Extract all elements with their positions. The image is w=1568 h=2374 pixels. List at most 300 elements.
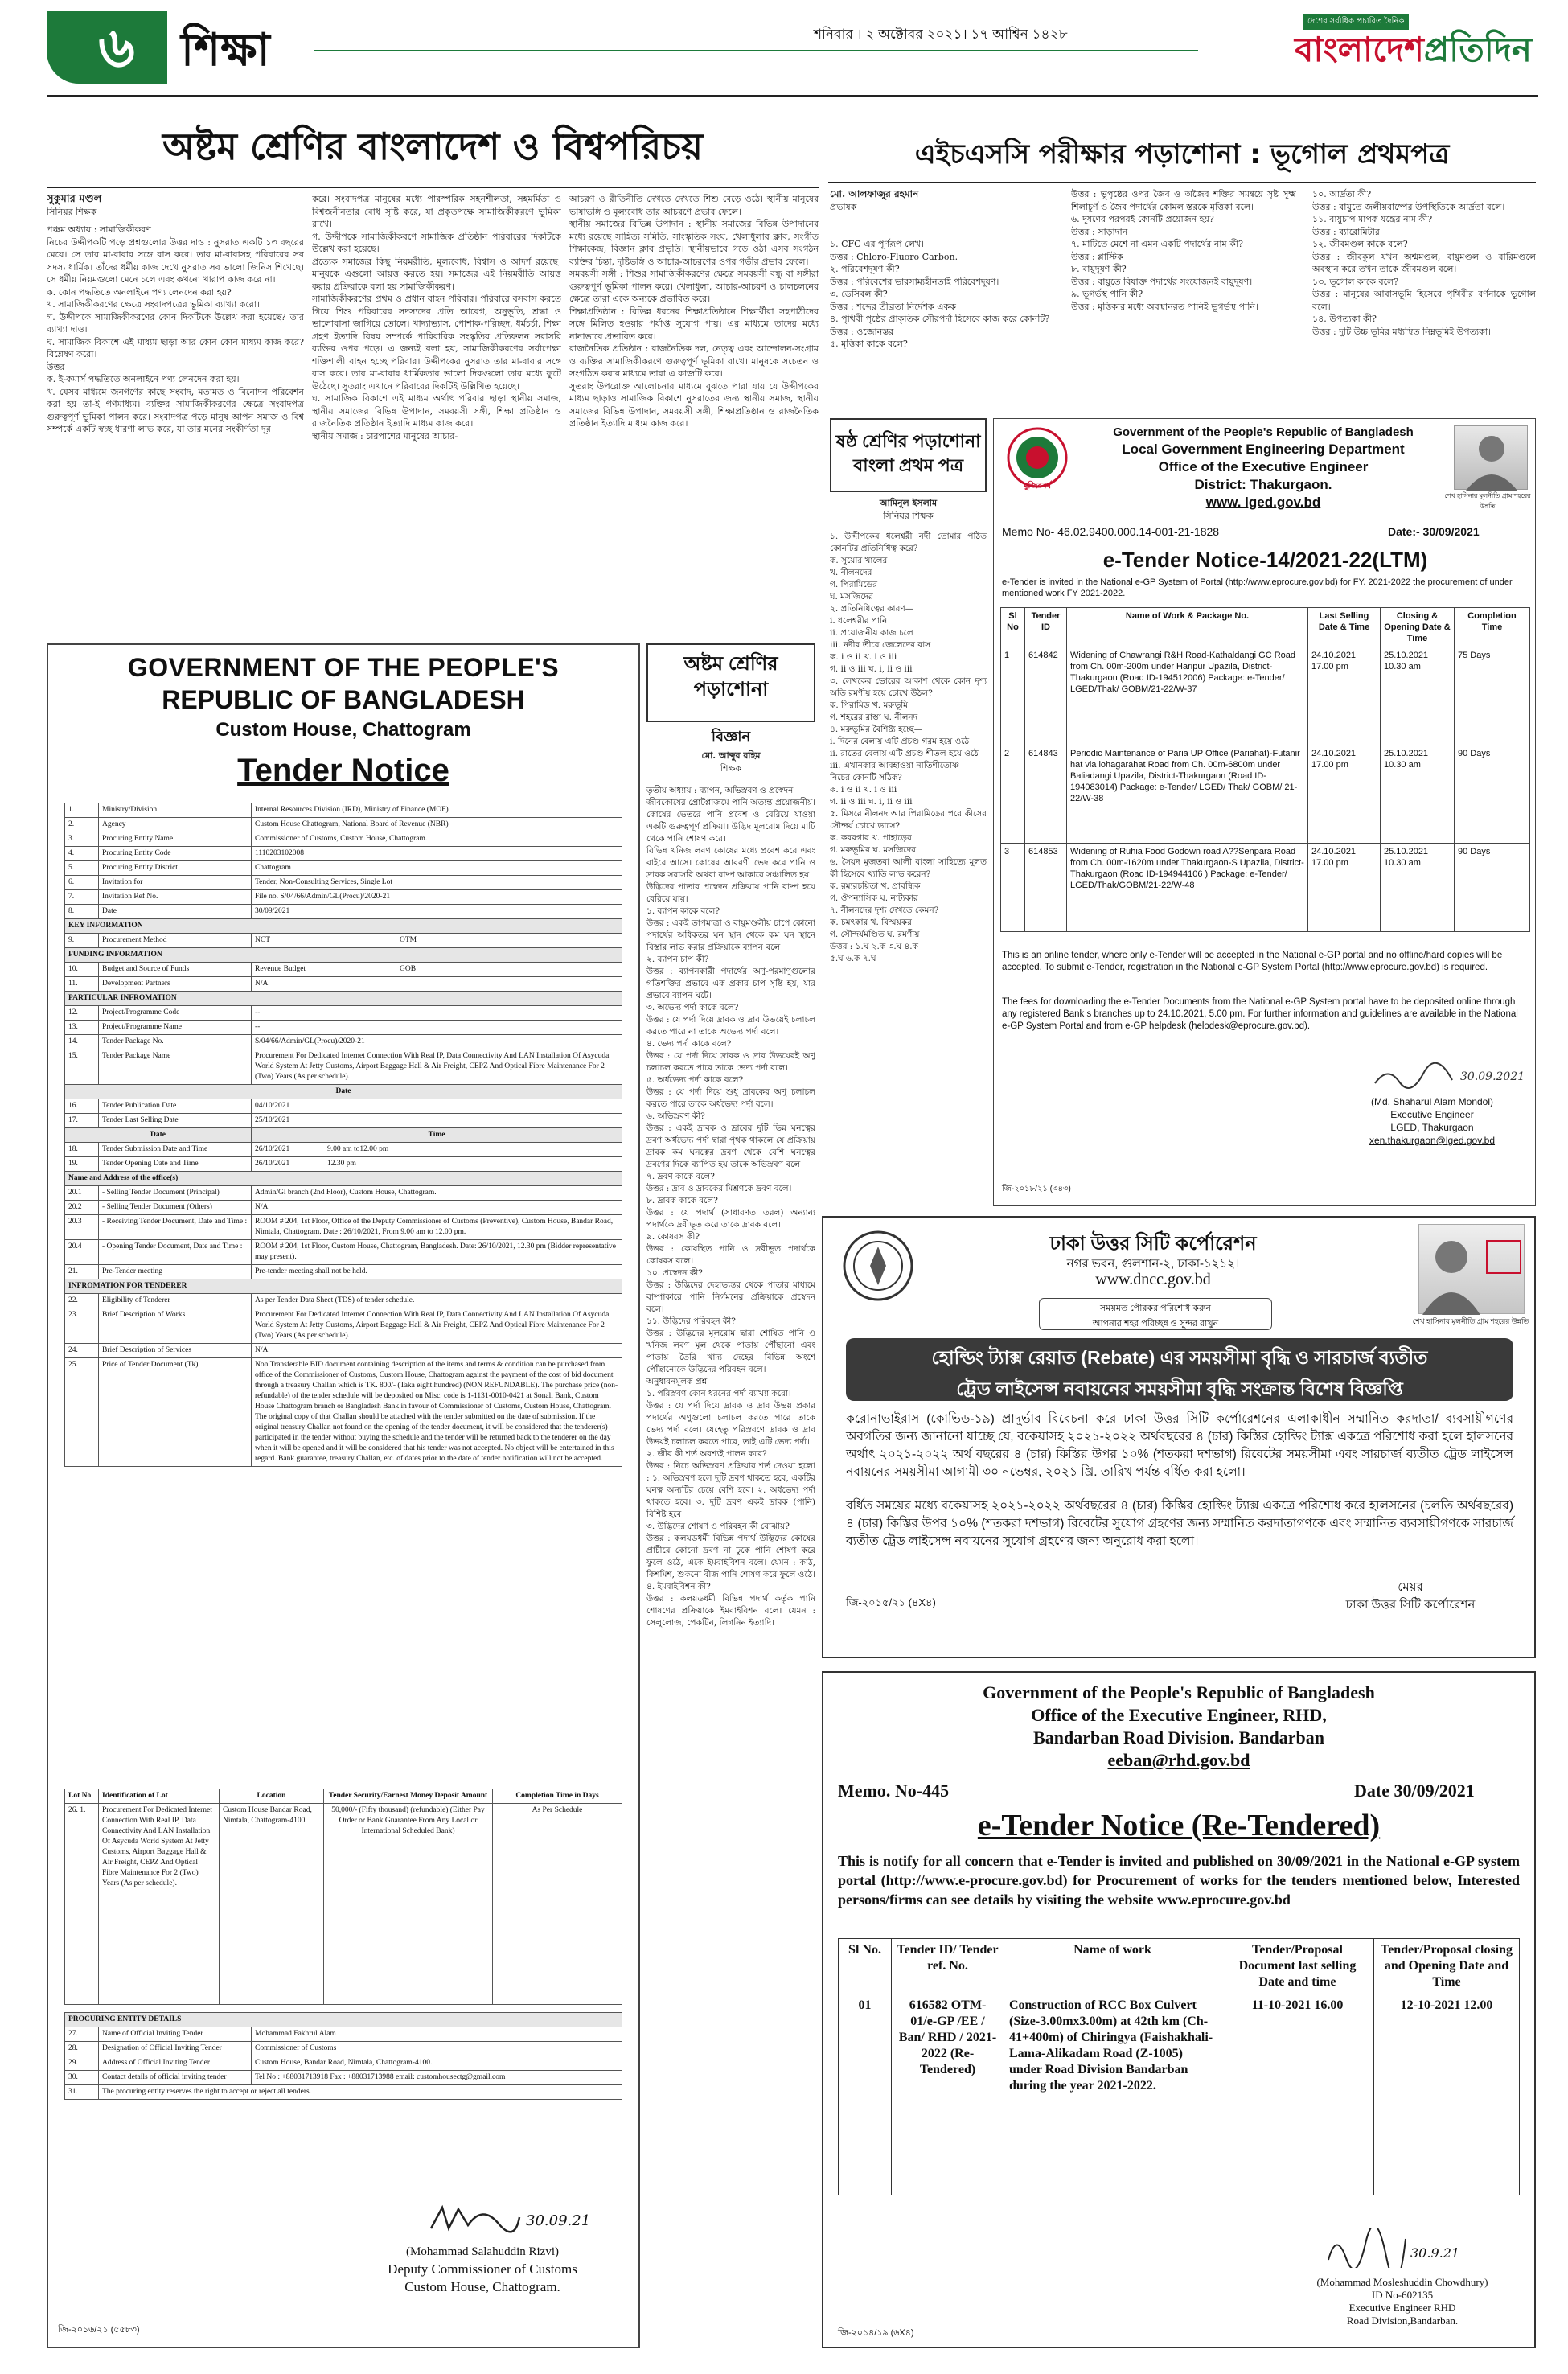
cell: Invitation for xyxy=(99,876,252,890)
cell-part: 1. xyxy=(80,1806,86,1814)
table-row xyxy=(65,1201,622,1215)
dncc-body2: বর্ধিত সময়ের মধ্যে বকেয়াসহ ২০২১-২০২২ অর্থবছরের ৪ (চার) কিস্তির হোল্ডিং ট্যাক্স একত্রে পরিশোধ করে হালসনের (চলতি অর্থবছরের) ৪ (চার) কিস্তির উপর ১০% (শতকরা দশভাগ) রিবেটের সুযোগ গ্রহণের জন্য সম্মানিত করদাতাগণকে এবং সম্মানিত ব্যবসায়ীগণকে সারচার্জ ব্যতীত ট্রেড লাইসেন্স নবায়নের সুযোগ গ্রহণের জন্য অনুরোধ করা হলো। xyxy=(846,1499,1513,1548)
cell xyxy=(252,963,622,977)
cell: 17. xyxy=(65,1114,99,1128)
cell: 11. xyxy=(65,977,99,992)
rhd-intro: This is notify for all concern that e-Tender is invited and published on 30/09/2021 in the National e-GP system portal (http://www.e-procure.gov.bd) for Procurement of works for the tenders mentioned below, Interested persons/firms can see details by visiting the website www.eprocure.gov.bd xyxy=(838,1853,1520,1908)
cell: Commissioner of Customs, Custom House, Chattogram. xyxy=(252,832,622,847)
cell: Name of Official Inviting Tender xyxy=(99,2027,252,2042)
signature-scribble-icon xyxy=(1372,1062,1460,1090)
dncc-sign1: মেয়র xyxy=(1398,1580,1423,1594)
cell: 50,000/- (Fifty thousand) (refundable) (Either Pay Order or Bank Guarantee From Any Local or International Scheduled Bank) xyxy=(324,1804,493,2005)
article2-col1: ১. CFC এর পূর্ণরূপ লেখ। উত্তর : Chloro-Fluoro Carbon. ২. পরিবেশদূষণ কী? উত্তর : পরিবেশের ভারসাম্যহীনতাই পরিবেশদূষণ। ৩. ডেসিবল কী? উত্তর : শব্দের তীব্রতা নির্দেশক একক। ৪. পৃথিবী পৃষ্ঠের প্রাকৃতিক সৌরপর্দা হিসেবে কাজ করে কোনটি? উত্তর : ওজোনস্তর ৫. মৃত্তিকা কাকে বলে? xyxy=(830,239,1050,349)
table-row xyxy=(65,1358,622,1467)
cell: 90 Days xyxy=(1455,844,1530,932)
lot-th: Completion Time in Days xyxy=(493,1789,622,1804)
cell: N/A xyxy=(252,1344,622,1358)
dncc-body1: করোনাভাইরাস (কোভিড-১৯) প্রাদুর্ভাব বিবেচনা করে ঢাকা উত্তর সিটি কর্পোরেশনের এলাকাধীন সম্মানিত করদাতা/ ব্যবসায়ীগণের অবগতির জন্য জানানো যাচ্ছে যে, বকেয়াসহ ২০২১-২০২২ অর্থবছরের ৪ (চার) কিস্তির হোল্ডিং ট্যাক্স একত্রে পরিশোধ করা হলে হালসনের অর্থাৎ ২০২১-২০২২ অর্থ বছরের ৪ (চার) কিস্তির উপর ১০% (শতকরা দশভাগ) রিবেটের সময়সীমা এবং সারচার্জ ব্যতীত ট্রেড লাইসেন্স নবায়নের সময়সীমা আগামী ৩০ নভেম্বর, ২০২১ খ্রি. তারিখ পর্যন্ত বর্ধিত করা হলো। xyxy=(846,1412,1513,1479)
lged-th: Last Selling Date & Time xyxy=(1308,608,1381,647)
cell xyxy=(252,1143,622,1157)
section-procuring-entity: PROCURING ENTITY DETAILS xyxy=(65,2013,622,2027)
dncc-seal-icon xyxy=(841,1229,915,1303)
cell: 24.10.2021 17.00 pm xyxy=(1308,745,1381,844)
table-row xyxy=(65,1308,622,1344)
dncc-website[interactable]: www.dncc.gov.bd xyxy=(1095,1271,1211,1288)
cell: Procurement For Dedicated Internet Connection With Real IP, Data Connectivity And LAN Installation Of Asycuda World System At Jetty Customs, Airport Baggage Hall & Air Freight, CEPZ And Optical Fibre Maintenance For 2 (Two) Years (As per schedule). xyxy=(99,1804,220,2005)
cell: 28. xyxy=(65,2042,99,2056)
cell: Tender Last Selling Date xyxy=(99,1114,252,1128)
mujib-badge-text: মুজিববর্ষ xyxy=(1023,482,1051,491)
rhd-th: Name of work xyxy=(1004,1939,1221,1994)
cell: Agency xyxy=(99,818,252,832)
cell: -- xyxy=(252,1006,622,1021)
cell: 11-10-2021 16.00 xyxy=(1221,1994,1374,2195)
cell: 6. xyxy=(65,876,99,890)
cell: 9. xyxy=(65,934,99,948)
cell: 2 xyxy=(1001,745,1025,844)
lged-line4: District: Thakurgaon. xyxy=(1194,477,1332,492)
lot-th: Tender Security/Earnest Money Deposit Amount xyxy=(324,1789,493,1804)
section-office-address: Name and Address of the office(s) xyxy=(65,1172,622,1186)
cell: 14. xyxy=(65,1035,99,1049)
lged-date: Date:- 30/09/2021 xyxy=(1388,525,1480,538)
lged-table-header xyxy=(1001,608,1530,647)
cell: Procuring Entity Name xyxy=(99,832,252,847)
cell: 01 xyxy=(839,1994,892,2195)
article1-col2: করে। সংবাদপত্র মানুষের মধ্যে পারস্পরিক সহনশীলতা, সহমর্মিতা ও বিশ্বজনীনতার বোধ সৃষ্টি করে, যা প্রকৃতপক্ষে সামাজিকীকরণে ভূমিকা রাখে। গ. উদ্দীপকে সামাজিকীকরণে সামাজিক প্রতিষ্ঠান পরিবারের দিকটিকে উল্লেখ করা হয়েছে। প্রত্যেক সমাজের কিছু নিয়মরীতি, মূল্যবোধ, বিশ্বাস ও আদর্শ রয়েছে। মানুষকে এগুলো আয়ত্ত করতে হয়। সমাজের এই নিয়মরীতি আয়ত্ত করার প্রক্রিয়াকে বলা হয় সামাজিকীকরণ। সামাজিকীকরণের প্রথম ও প্রধান বাহন পরিবার। পরিবারে বসবাস করতে গিয়ে শিশু পরিবারের সদস্যদের প্রতি আবেগ, অনুভূতি, শ্রদ্ধা ও ভালোবাসা জাগিয়ে তোলে। খাদ্যাভ্যাস, পোশাক-পরিচ্ছদ, ধর্মচর্চা, শিক্ষা গ্রহণ ইত্যাদি বিষয় সম্পর্কে পারিবারিক সংস্কৃতির প্রতিফলন সরাসরি ব্যক্তির ওপর পড়ে। এ জন্যই বলা হয়, সামাজিকীকরণের সর্বাপেক্ষা শক্তিশালী বাহন হচ্ছে পরিবার। উদ্দীপকের নুসরাত তার মা-বাবার সঙ্গে বাস করে। তার মা-বাবার ধার্মিকতার ভালো দিকগুলো তার মধ্যে ফুটে উঠেছে। সুতরাং এখানে পরিবারের দিকটিই উল্লিখিত হয়েছে। ঘ. সামাজিক বিকাশে এই মাধ্যম অর্থাৎ পরিবার ছাড়া স্থানীয় সমাজ, স্থানীয় সমাজের বিভিন্ন উপাদান, সমবয়সী সঙ্গী, শিক্ষা প্রতিষ্ঠান ও রাজনৈতিক প্রতিষ্ঠান ইত্যাদি মাধ্যম কাজ করে। স্থানীয় সমাজ : চারপাশের মানুষের আচার- xyxy=(312,194,561,442)
table-row xyxy=(65,2085,622,2100)
lged-gd: জি-২০১৮/২১ (৩৪৩) xyxy=(1002,1185,1071,1193)
lged-tender-table xyxy=(1000,607,1530,932)
table-row xyxy=(839,1994,1520,2195)
dncc-banner xyxy=(846,1338,1513,1401)
table-row xyxy=(65,1344,622,1358)
lged-intro: e-Tender is invited in the National e-GP System of Portal (http://www.eprocure.gov.bd) for FY. 2021-2022 the procurement of under mentioned work FY 2021-2022. xyxy=(1002,577,1513,598)
custom-title2: REPUBLIC OF BANGLADESH xyxy=(162,685,525,714)
dateline: শনিবার । ২ অক্টোবর ২০২১। ১৭ আশ্বিন ১৪২৮ xyxy=(804,24,1077,47)
dncc-banner2: ট্রেড লাইসেন্স নবায়নের সময়সীমা বৃদ্ধি সংক্রান্ত বিশেষ বিজ্ঞপ্তি xyxy=(956,1378,1403,1399)
cell: 25.10.2021 10.30 am xyxy=(1381,745,1455,844)
article4-subject: বিজ্ঞান xyxy=(711,729,751,745)
cell: 30/09/2021 xyxy=(252,905,622,919)
cell: 20.2 xyxy=(65,1201,99,1215)
cell: 21. xyxy=(65,1265,99,1279)
cell: 25.10.2021 10.30 am xyxy=(1381,844,1455,932)
masthead-rule xyxy=(314,50,1198,51)
custom-sign-role1: Deputy Commissioner of Customs xyxy=(388,2261,577,2277)
cell: Invitation Ref No. xyxy=(99,890,252,905)
custom-title3: Custom House, Chattogram xyxy=(215,719,471,741)
brand-logo xyxy=(1295,14,1536,79)
cell: Custom House Chattogram, National Board of Revenue (NBR) xyxy=(252,818,622,832)
cell: As Per Schedule xyxy=(493,1804,622,2005)
lged-sign-date: 30.09.2021 xyxy=(1460,1070,1525,1083)
lged-th: Completion Time xyxy=(1455,608,1530,647)
table-row xyxy=(65,2056,622,2071)
cell: 1 xyxy=(1001,647,1025,745)
brand-tagline: দেশের সর্বাধিক প্রচারিত দৈনিক xyxy=(1303,14,1409,30)
rhd-line1: Government of the People's Republic of Bangladesh xyxy=(983,1682,1375,1702)
cell: Tender Opening Date and Time xyxy=(99,1157,252,1172)
custom-heading: Tender Notice xyxy=(237,753,449,788)
cell: Widening of Ruhia Food Godown road A??Senpara Road from Ch. 00m-1620m under Thakurgaon-S Upazila, District-Thakurgaon (Road ID-194944106 ) Package: e-Tender/ LGED/Thak/GOBM/21-22/W-48 xyxy=(1067,844,1308,932)
cell: 25/10/2021 xyxy=(252,1114,622,1128)
cell: 20.1 xyxy=(65,1186,99,1201)
cell: As per Tender Data Sheet (TDS) of tender schedule. xyxy=(252,1294,622,1308)
cell: 75 Days xyxy=(1455,647,1530,745)
cell: Pre-Tender meeting xyxy=(99,1265,252,1279)
lged-heading: e-Tender Notice-14/2021-22(LTM) xyxy=(1102,548,1428,572)
lot-th: Location xyxy=(220,1789,324,1804)
table-row xyxy=(65,1215,622,1240)
cell: 3. xyxy=(65,832,99,847)
article1-col3: আচরণ ও রীতিনীতি দেখতে দেখতে শিশু বেড়ে ওঠে। স্থানীয় মানুষের ভাষাভঙ্গি ও মূল্যবোধ তার আচরণে প্রভাব ফেলে। স্থানীয় সমাজের বিভিন্ন উপাদান : স্থানীয় সমাজের বিভিন্ন উপাদানের মধ্যে রয়েছে সাহিত্য সমিতি, সাংস্কৃতিক সংঘ, খেলাধুলার ক্লাব, সংগীত শিক্ষাকেন্দ্র, বিজ্ঞান ক্লাব প্রভৃতি। স্থানীয়ভাবে গড়ে ওঠা এসব সংগঠন ব্যক্তির চিন্তা, দৃষ্টিভঙ্গি ও আচার-আচরণের ওপর গভীর প্রভাব ফেলে। সমবয়সী সঙ্গী : শিশুর সামাজিকীকরণের ক্ষেত্রে সমবয়সী বন্ধু বা সঙ্গীরা গুরুত্বপূর্ণ ভূমিকা পালন করে। খেলাধুলা, আচার-আচরণ ও চালচলনের ক্ষেত্রে তারা একে অন্যকে প্রভাবিত করে। শিক্ষাপ্রতিষ্ঠান : বিভিন্ন ধরনের শিক্ষাপ্রতিষ্ঠানে শিক্ষার্থীরা সহপাঠীদের সঙ্গে মিলিত হওয়ার পর্যাপ্ত সুযোগ পায়। এর মাধ্যমে তাদের মধ্যে নানাভাবে প্রভাবিত করে। রাজনৈতিক প্রতিষ্ঠান : রাজনৈতিক দল, নেতৃত্ব এবং আন্দোলন-সংগ্রাম ও ব্যক্তির সামাজিকীকরণে গুরুত্বপূর্ণ ভূমিকা রাখে। মানুষকে সচেতন ও সংগঠিত করার মাধ্যমে তারা এ কাজটি করে। সুতরাং উপরোক্ত আলোচনার মাধ্যমে বুঝতে পারা যায় যে উদ্দীপকের মাধ্যম ছাড়াও সামাজিক বিকাশে নুসরাতের জন্য স্থানীয় সমাজ, স্থানীয় সমাজের বিভিন্ন উপাদান, সমবয়সী সঙ্গী, শিক্ষাপ্রতিষ্ঠান ও রাজনৈতিক প্রতিষ্ঠান ইত্যাদি মাধ্যম কাজ করে। xyxy=(569,194,819,429)
cell: Custom House, Bandar Road, Nimtala, Chattogram-4100. xyxy=(252,2056,622,2071)
cell: 20.4 xyxy=(65,1240,99,1265)
cell: Commissioner of Customs xyxy=(252,2042,622,2056)
article1-col1: পঞ্চম অধ্যায় : সামাজিকীকরণ নিচের উদ্দীপকটি পড়ে প্রশ্নগুলোর উত্তর দাও : নুসরাত একটি ১৩ বছরের মেয়ে। সে তার মা-বাবার সঙ্গে বাস করে। তার মা-বাবাসহ পরিবারের সব সদস্য ধার্মিক। তাঁদের ধর্মীয় কাজ দেখে নুসরাত সব ভালো জিনিস শিখেছে। সে ধর্মীয় নিয়মগুলো মেনে চলে এবং কখনো খারাপ কাজ করে না। ক. কোন পদ্ধতিতে অনলাইনে পণ্য লেনদেন করা হয়? খ. সামাজিকীকরণের ক্ষেত্রে সংবাদপত্রের ভূমিকা ব্যাখ্যা করো। গ. উদ্দীপকে সামাজিকীকরণের কোন দিকটিকে উল্লেখ করা হয়েছে? তার ব্যাখ্যা দাও। ঘ. সামাজিক বিকাশে এই মাধ্যম ছাড়া আর কোন কোন মাধ্যম কাজ করে? বিশ্লেষণ করো। উত্তর ক. ই-কমার্স পদ্ধতিতে অনলাইনে পণ্য লেনদেন করা হয়। খ. যেসব মাধ্যমে জনগণের কাছে সংবাদ, মতামত ও বিনোদন পরিবেশন করা হয় তা-ই গণমাধ্যম। ব্যক্তির সামাজিকীকরণের ক্ষেত্রে সংবাদপত্র গুরুত্বপূর্ণ ভূমিকা পালন করে। সংবাদপত্র পড়ে মানুষ আপন সমাজ ও বিশ্ব সম্পর্কে একটি স্বচ্ছ ধারণা লাভ করে, যা তার মনের সংকীর্ণতা দূর xyxy=(47,224,304,434)
rhd-date: Date 30/09/2021 xyxy=(1354,1780,1475,1801)
cell: 24.10.2021 17.00 pm xyxy=(1308,844,1381,932)
cell: 2. xyxy=(65,818,99,832)
dncc-notice-box xyxy=(822,1216,1536,1658)
lged-line3: Office of the Executive Engineer xyxy=(1158,459,1369,474)
article4-author: মো. আব্দুর রহিম xyxy=(701,750,761,761)
rhd-signature xyxy=(1322,2228,1499,2276)
article1-rule xyxy=(47,187,819,188)
cell: Procuring Entity Code xyxy=(99,847,252,861)
section-date: Date xyxy=(65,1085,622,1099)
cell-part: 26/10/2021 xyxy=(255,1160,290,1168)
lged-sign-role1: Executive Engineer xyxy=(1390,1109,1474,1120)
cell: Eligibility of Tenderer xyxy=(99,1294,252,1308)
lged-website[interactable]: www. lged.gov.bd xyxy=(1205,495,1321,510)
cell: File no. S/04/66/Admin/GL(Procu)/2020-21 xyxy=(252,890,622,905)
cell: 22. xyxy=(65,1294,99,1308)
rhd-sign-date: 30.9.21 xyxy=(1410,2245,1460,2261)
cell: N/A xyxy=(252,977,622,992)
dncc-banner1: হোল্ডিং ট্যাক্স রেয়াত (Rebate) এর সময়সীমা বৃদ্ধি ও সারচার্জ ব্যতীত xyxy=(931,1347,1428,1368)
section-particular-information: PARTICULAR INFROMATION xyxy=(65,992,622,1006)
article2-col2: উত্তর : ভূপৃষ্ঠের ওপর জৈব ও অজৈব শক্তির সমন্বয়ে সৃষ্ট সূক্ষ্ম শিলাচূর্ণ ও জৈব পদার্থের কোমল স্তরকে মৃত্তিকা বলে। ৬. দূষণের পরপরই কোনটি প্রয়োজন হয়? উত্তর : সাড়াদান ৭. মাটিতে মেশে না এমন একটি পদার্থের নাম কী? উত্তর : প্লাস্টিক ৮. বায়ুদূষণ কী? উত্তর : বায়ুতে বিষাক্ত পদার্থের সংযোজনই বায়ুদূষণ। ৯. ভূগর্ভস্থ পানি কী? উত্তর : মৃত্তিকার মধ্যে অবস্থানরত পানিই ভূগর্ভস্থ পানি। xyxy=(1071,189,1296,312)
cell: 4. xyxy=(65,847,99,861)
cell-part: 12.30 pm xyxy=(327,1160,356,1168)
lged-signature xyxy=(1372,1062,1525,1095)
cell: 24.10.2021 17.00 pm xyxy=(1308,647,1381,745)
lged-note1: This is an online tender, where only e-Tender will be accepted in the National e-GP portal and no offline/hard copies will be accepted. To submit e-Tender, registration in the National e-GP System Portal (http://www.eprocure.gov.bd) is required. xyxy=(1002,951,1503,972)
cell: Development Partners xyxy=(99,977,252,992)
cell-part: NCT xyxy=(255,936,270,944)
pm-portrait-icon xyxy=(1419,1225,1525,1315)
mujib-badge xyxy=(1000,425,1074,493)
rhd-tender-table xyxy=(838,1938,1520,2195)
table-row xyxy=(65,1035,622,1049)
cell: Non Transferable BID document containing description of the items and terms & condition can be purchased from office of the Commissioner of Customs, Custom House, Chattogram against the payment of the cost of bid document through a treasury Challan which is TK. 800/- (Taka eight hundred) (NON REFUNDABLE). The purchase price (non-refundable) of the tender schedule will be deposited on Misc. code is 1-1131-0010-0421 at Sonali Bank, Custom House Chattogram branch or Bangladesh Bank in favour of Commissioner of Customs, Custom House, Chattogram. The original copy of that Challan should be attached with the tender submitted on the date of submission. If the original treasury Challan not found on the opening of the tender document, it will be considered that the tenderer(s) participated in the tender without buying the schedule and the tender will be returned back to the tenderer on the day when it will be opened and it will be considered that his tender was not accepted. No object will be entertained in this regard. Bank guarantee, treasury Challan, etc. of dates prior to the date of tender notification will not be accepted. xyxy=(252,1358,622,1467)
cell: Pre-tender meeting shall not be held. xyxy=(252,1265,622,1279)
cell: Price of Tender Document (Tk) xyxy=(99,1358,252,1467)
cell: Tel No : +88031713918 Fax : +88031713988 email: customhousectg@gmail.com xyxy=(252,2071,622,2085)
article2-rule xyxy=(828,182,1536,183)
section-time: Time xyxy=(252,1128,622,1143)
article3-author-role: সিনিয়র শিক্ষক xyxy=(883,511,934,521)
cell: Ministry/Division xyxy=(99,803,252,818)
cell: 18. xyxy=(65,1143,99,1157)
lot-th: Lot No xyxy=(65,1789,99,1804)
cell: Tender Package No. xyxy=(99,1035,252,1049)
lged-sign-email[interactable]: xen.thakurgaon@lged.gov.bd xyxy=(1369,1135,1496,1146)
cell-part: GOB xyxy=(400,965,417,973)
table-row xyxy=(65,818,622,832)
cell: 23. xyxy=(65,1308,99,1344)
brand-name-a: বাংলাদেশ xyxy=(1295,30,1424,69)
cell: 12-10-2021 12.00 xyxy=(1374,1994,1520,2195)
table-row xyxy=(65,2071,622,2085)
table-row xyxy=(65,934,622,948)
dncc-slogan2: আপনার শহর পরিচ্ছন্ন ও সুন্দর রাখুন xyxy=(1092,1319,1219,1329)
table-row xyxy=(65,1049,622,1085)
rhd-heading: e-Tender Notice (Re-Tendered) xyxy=(977,1809,1381,1842)
dncc-gd: জি-২০১৫/২১ (৪X৪) xyxy=(846,1596,936,1608)
article3-body: ১. উদ্দীপকের ধলেশ্বরী নদী তোমার পঠিত কোনটির প্রতিনিধিত্ব করে? ক. সুয়োর খালের খ. নীলনদের গ. পিরামিডের ঘ. মসজিদের ২. প্রতিনিধিত্বের কারণ— i. ধলেশ্বরীর পানি ii. প্রয়োজনীয় কাজ চলে iii. নদীর তীরে জেলেদের বাস ক. i ও ii খ. i ও iii গ. ii ও iii ঘ. i, ii ও iii ৩. লেখকের ভোরের আকাশ থেকে কোন দৃশ্য অতি রমণীয় হয়ে চোখে উঠল? ক. পিরামিড খ. মরুভূমি গ. শহরের রাস্তা ঘ. নীলনদ ৪. মরুভূমির বৈশিষ্ট্য হচ্ছে— i. দিনের বেলায় এটি প্রচণ্ড গরম হয়ে ওঠে ii. রাতের বেলায় এটি প্রচণ্ড শীতল হয়ে ওঠে iii. এখানকার আবহাওয়া নাতিশীতোষ্ণ নিচের কোনটি সঠিক? ক. i ও ii খ. i ও iii গ. ii ও iii ঘ. i, ii ও iii ৫. মিসরে নীলনদ আর পিরামিডের পরে কীসের সৌন্দর্য চোখে ভাসে? ক. কবরগার খ. পাহাড়ের গ. মরুভূমির ঘ. মসজিদের ৬. সৈয়দ মুজতবা আলী বাংলা সাহিত্যে মূলত কী হিসেবে খ্যাতি লাভ করেন? ক. রম্যরচয়িতা খ. প্রাবন্ধিক গ. ঔপন্যাসিক ঘ. নাট্যকার ৭. নীলনদের দৃশ্য দেখতে কেমন? ক. চমৎকার খ. বিস্ময়কর গ. সৌন্দর্যমণ্ডিত ঘ. রমণীয় উত্তর : ১.ঘ ২.ক ৩.ঘ ৪.ক ৫.ঘ ৬.ক ৭.ঘ xyxy=(830,532,987,963)
table-row xyxy=(65,890,622,905)
table-row xyxy=(65,1240,622,1265)
lged-th: Closing & Opening Date & Time xyxy=(1381,608,1455,647)
table-row xyxy=(65,1099,622,1114)
cell xyxy=(252,1157,622,1172)
custom-gd: জি-২০১৬/২১ (৫৫৮৩) xyxy=(58,2325,140,2335)
article3-author: আমিনুল ইসলাম xyxy=(879,498,938,508)
table-row xyxy=(65,847,622,861)
cell: Project/Programme Name xyxy=(99,1021,252,1035)
custom-signature xyxy=(426,2201,635,2241)
lged-tender-box xyxy=(993,418,1536,1206)
cell: Tender Publication Date xyxy=(99,1099,252,1114)
cell: Admin/Gl branch (2nd Floor), Custom House, Chattogram. xyxy=(252,1186,622,1201)
cell: 25. xyxy=(65,1358,99,1467)
cell: Budget and Source of Funds xyxy=(99,963,252,977)
cell: Project/Programme Code xyxy=(99,1006,252,1021)
pm-portrait xyxy=(1418,1224,1525,1314)
cell: ROOM # 204, 1st Floor, Custom House, Chattogram, Bangladesh. Date: 26/10/2021, 12.30 pm (Bidder representative may present). xyxy=(252,1240,622,1265)
cell: 3 xyxy=(1001,844,1025,932)
brand-name-b: প্রতিদিন xyxy=(1423,30,1532,69)
cell: - Selling Tender Document (Others) xyxy=(99,1201,252,1215)
table-row xyxy=(65,861,622,876)
cell: 31. xyxy=(65,2085,99,2100)
rhd-email[interactable]: eeban@rhd.gov.bd xyxy=(1107,1750,1250,1770)
article2-col3: ১০. আর্দ্রতা কী? উত্তর : বায়ুতে জলীয়বাষ্পের উপস্থিতিকে আর্দ্রতা বলে। ১১. বায়ুচাপ মাপক যন্ত্রের নাম কী? উত্তর : ব্যারোমিটার ১২. জীবমণ্ডল কাকে বলে? উত্তর : জীবকুল যখন অশ্মমণ্ডল, বায়ুমণ্ডল ও বারিমণ্ডলে অবস্থান করে তখন তাকে জীবমণ্ডল বলে। ১৩. ভূগোল কাকে বলে? উত্তর : মানুষের আবাসভূমি হিসেবে পৃথিবীর বর্ণনাকে ভূগোল বলে। ১৪. উপত্যকা কী? উত্তর : দুটি উচ্চ ভূমির মধ্যস্থিত নিম্নভূমিই উপত্যকা। xyxy=(1312,189,1536,337)
cell: Designation of Official Inviting Tender xyxy=(99,2042,252,2056)
article4-title-box xyxy=(646,643,815,722)
rhd-th: Sl No. xyxy=(839,1939,892,1994)
rhd-th: Tender/Proposal closing and Opening Date and Time xyxy=(1374,1939,1520,1994)
cell: Construction of RCC Box Culvert (Size-3.00mx3.00m) at 42th km (Ch- 41+400m) of Chiringya (Faishakhali- Lama-Alikadam Road (Z-1005) under Road Division Bandarban during the year 2021-2022. xyxy=(1004,1994,1221,2195)
article2-author: মো. আলফাজুর রহমান xyxy=(830,188,919,199)
rhd-memo: Memo. No-445 xyxy=(838,1780,950,1801)
masthead xyxy=(0,0,1568,97)
dncc-sign2: ঢাকা উত্তর সিটি কর্পোরেশন xyxy=(1345,1598,1476,1612)
cell: 90 Days xyxy=(1455,745,1530,844)
page-number: ৬ xyxy=(98,16,135,79)
cell: 13. xyxy=(65,1021,99,1035)
table-row xyxy=(65,1157,622,1172)
article4-body: তৃতীয় অধ্যায় : ব্যাপন, অভিস্রবণ ও প্রস্বেদন জীবকোষের প্রোটপ্লাজমে পানি অত্যন্ত প্রয়োজনীয়। কোষের ভেতরে পানি প্রবেশ ও বেরিয়ে যাওয়া একটি গুরুত্বপূর্ণ প্রক্রিয়া। উদ্ভিদ মূলরোম দিয়ে মাটি থেকে পানি শোষণ করে। বিভিন্ন খনিজ লবণ কোষের মধ্যে প্রবেশ করে এবং বাইরে আসে। কোষের আবরণী ভেদ করে পানি ও দ্রাবক সরাসরি অথবা বাষ্প আকারে সঞ্চালিত হয়। উদ্ভিদের পাতার প্রস্বেদন প্রক্রিয়ায় পানি বাষ্প হয়ে বেরিয়ে যায়। ১. ব্যাপন কাকে বলে? উত্তর : একই তাপমাত্রা ও বায়ুমণ্ডলীয় চাপে কোনো পদার্থের অধিকতর ঘন স্থান থেকে কম ঘন স্থানে বিস্তার লাভ করার প্রক্রিয়াকে ব্যাপন বলে। ২. ব্যাপন চাপ কী? উত্তর : ব্যাপনকারী পদার্থের অণু-পরমাণুগুলোর গতিশক্তির প্রভাবে এক প্রকার চাপ সৃষ্টি হয়, যার প্রভাবে ব্যাপন ঘটে। ৩. অভেদ্য পর্দা কাকে বলে? উত্তর : যে পর্দা দিয়ে দ্রাবক ও দ্রাব উভয়েই চলাচল করতে পারে না তাকে অভেদ্য পর্দা বলে। ৪. ভেদ্য পর্দা কাকে বলে? উত্তর : যে পর্দা দিয়ে দ্রাবক ও দ্রাব উভয়েরই অণু চলাচল করতে পারে তাকে ভেদ্য পর্দা বলে। ৫. অর্ধভেদ্য পর্দা কাকে বলে? উত্তর : যে পর্দা দিয়ে শুধু দ্রাবকের অণু চলাচল করতে পারে তাকে অর্ধভেদ্য পর্দা বলে। ৬. অভিস্রবণ কী? উত্তর : একই দ্রাবক ও দ্রাবের দুটি ভিন্ন ঘনত্বের দ্রবণ অর্ধভেদ্য পর্দা দ্বারা পৃথক থাকলে যে প্রক্রিয়ায় দ্রাবক কম ঘনত্বের দ্রবণ থেকে বেশি ঘনত্বের দ্রবণের দিকে ব্যাপিত হয় তাকে অভিস্রবণ বলে। ৭. দ্রবণ কাকে বলে? উত্তর : দ্রাব ও দ্রাবকের মিশ্রণকে দ্রবণ বলে। ৮. দ্রাবক কাকে বলে? উত্তর : যে পদার্থ (সাধারণত তরল) অন্যান্য পদার্থকে দ্রবীভূত করে তাকে দ্রাবক বলে। ৯. কোষরস কী? উত্তর : কোষস্থিত পানি ও দ্রবীভূত পদার্থকে কোষরস বলে। ১০. প্রস্বেদন কী? উত্তর : উদ্ভিদের দেহাভ্যন্তর থেকে পাতার মাধ্যমে বাষ্পাকারে পানি নির্গমনের প্রক্রিয়াকে প্রস্বেদন বলে। ১১. উদ্ভিদের পরিবহন কী? উত্তর : উদ্ভিদের মূলরোম দ্বারা শোষিত পানি ও খনিজ লবণ মূল থেকে পাতায় পৌঁছানো এবং পাতায় তৈরি খাদ্য দেহের বিভিন্ন অংশে পৌঁছানোকে উদ্ভিদের পরিবহন বলে। অনুধাবনমূলক প্রশ্ন ১. পরিস্রবণ কোন ধরনের পর্দা ব্যাখ্যা করো। উত্তর : যে পর্দা দিয়ে দ্রাবক ও দ্রাব উভয় প্রকার পদার্থের অণুগুলো চলাচল করতে পারে তাকে ভেদ্য পর্দা বলে। যেহেতু পরিস্রবণে দ্রাবক ও দ্রাব উভয়ই চলাচল করতে পারে, তাই এটি ভেদ্য পর্দা। ২. জীব কী শর্ত অবশ্যই পালন করে? উত্তর : নিচে অভিস্রবণ প্রক্রিয়ার শর্ত দেওয়া হলো : ১. অভিস্রবণ হলে দুটি দ্রবণ থাকতে হবে, একটির ঘনত্ব অন্যটির চেয়ে বেশি হবে। ২. অর্ধভেদ্য পর্দা থাকতে হবে। ৩. দুটি দ্রবণ একই দ্রাবক (পানি) বিশিষ্ট হবে। ৩. উদ্ভিদের শোষণ ও পরিবহন কী বোঝায়? উত্তর : কলয়ডধর্মী বিভিন্ন পদার্থ উদ্ভিদের কোষের প্রাচীরে কোনো দ্রবণ না ঢুকে পানি শোষণ করে ফুলে ওঠে, একে ইমবাইবিশন বলে। যেমন : কাঠ, কিশমিশ, শুকনো বীজ পানি শোষণ করে ফুলে ওঠে। ৪. ইমবাইবিশন কী? উত্তর : কলয়ডধর্মী বিভিন্ন পদার্থ কর্তৃক পানি শোষণের প্রক্রিয়াকে ইমবাইবিশন বলে। যেমন : সেলুলোজ, পেকটিন, লিগনিন ইত্যাদি। xyxy=(646,786,815,1628)
rhd-line2: Office of the Executive Engineer, RHD, xyxy=(1031,1705,1327,1725)
table-row xyxy=(65,832,622,847)
article1-author-role: সিনিয়র শিক্ষক xyxy=(47,207,97,217)
cell: Address of Official Inviting Tender xyxy=(99,2056,252,2071)
rhd-sign-name: (Mohammad Mosleshuddin Chowdhury) xyxy=(1316,2276,1488,2288)
cell: 614853 xyxy=(1025,844,1067,932)
section-tenderer-information: INFROMATION FOR TENDERER xyxy=(65,1279,622,1294)
cell: S/04/66/Admin/GL(Procu)/2020-21 xyxy=(252,1035,622,1049)
rhd-gd: জি-২০১৪/১৯ (৬X৪) xyxy=(838,2328,914,2338)
cell: Procurement For Dedicated Internet Connection With Real IP, Data Connectivity And LAN Installation Of Asycuda World System At Jetty Customs, Airport Baggage Hall & Air Freight, CEPZ And Optical Fibre Maintenance For 2 (Two) Years (As per schedule). xyxy=(252,1049,622,1085)
lged-memo: Memo No- 46.02.9400.000.14-001-21-1828 xyxy=(1002,525,1220,538)
article1-author: সুকুমার মণ্ডল xyxy=(47,193,102,205)
cell xyxy=(65,1804,99,2005)
article2-author-role: প্রভাষক xyxy=(830,202,857,212)
section-date-2: Date xyxy=(65,1128,252,1143)
cell-part: OTM xyxy=(400,936,417,944)
cell-part: 26/10/2021 xyxy=(255,1145,290,1153)
pm-portrait-icon xyxy=(1455,426,1529,491)
cell: Tender, Non-Consulting Services, Single Lot xyxy=(252,876,622,890)
cell: - Selling Tender Document (Principal) xyxy=(99,1186,252,1201)
cell: 1110203102008 xyxy=(252,847,622,861)
cell: Tender Submission Date and Time xyxy=(99,1143,252,1157)
cell: 1. xyxy=(65,803,99,818)
custom-title1: GOVERNMENT OF THE PEOPLE'S xyxy=(127,653,560,682)
table-row xyxy=(1001,844,1530,932)
table-row xyxy=(65,1114,622,1128)
article3-title-box xyxy=(830,418,987,492)
table-row xyxy=(65,803,622,818)
table-row xyxy=(65,1294,622,1308)
cell: N/A xyxy=(252,1201,622,1215)
rhd-tender-box xyxy=(822,1671,1536,2348)
table-row xyxy=(65,1143,622,1157)
custom-sign-name: (Mohammad Salahuddin Rizvi) xyxy=(406,2245,559,2258)
table-row xyxy=(65,905,622,919)
cell: 16. xyxy=(65,1099,99,1114)
lged-th: Tender ID xyxy=(1025,608,1067,647)
table-row xyxy=(65,1186,622,1201)
cell: 616582 OTM-01/e-GP /EE / Ban/ RHD / 2021-2022 (Re-Tendered) xyxy=(892,1994,1004,2195)
cell: Custom House Bandar Road, Nimtala, Chattogram-4100. xyxy=(220,1804,324,2005)
dncc-line1: ঢাকা উত্তর সিটি কর্পোরেশন xyxy=(1049,1233,1257,1255)
lged-th: Sl No xyxy=(1001,608,1025,647)
cell: 5. xyxy=(65,861,99,876)
dncc-seal xyxy=(841,1229,915,1303)
table-row xyxy=(65,2027,622,2042)
lged-sign-name: (Md. Shaharul Alam Mondol) xyxy=(1370,1096,1494,1107)
signature-scribble-icon xyxy=(426,2201,523,2236)
cell: Procuring Entity District xyxy=(99,861,252,876)
rhd-th: Tender/Proposal Document last selling Date and time xyxy=(1221,1939,1374,1994)
table-row xyxy=(65,977,622,992)
cell: 614843 xyxy=(1025,745,1067,844)
cell: Brief Description of Services xyxy=(99,1344,252,1358)
section-funding-information: FUNDING INFORMATION xyxy=(65,948,622,963)
cell: 12. xyxy=(65,1006,99,1021)
cell: 24. xyxy=(65,1344,99,1358)
cell: Tender Package Name xyxy=(99,1049,252,1085)
table-row xyxy=(1001,745,1530,844)
dncc-slogan-box xyxy=(1039,1298,1272,1330)
cell: The procuring entity reserves the right to accept or reject all tenders. xyxy=(99,2085,622,2100)
cell: Mohammad Fakhrul Alam xyxy=(252,2027,622,2042)
rhd-sign-role1: Executive Engineer RHD xyxy=(1348,2302,1456,2314)
cell: 30. xyxy=(65,2071,99,2085)
cell: 15. xyxy=(65,1049,99,1085)
cell: 7. xyxy=(65,890,99,905)
table-row xyxy=(65,963,622,977)
table-row xyxy=(65,876,622,890)
cell: - Receiving Tender Document, Date and Time : xyxy=(99,1215,252,1240)
cell: Procurement Method xyxy=(99,934,252,948)
lged-line1: Government of the People's Republic of Bangladesh xyxy=(1113,425,1414,439)
rhd-table-header xyxy=(839,1939,1520,1994)
cell: - Opening Tender Document, Date and Time : xyxy=(99,1240,252,1265)
lot-th: Identification of Lot xyxy=(99,1789,220,1804)
cell: 27. xyxy=(65,2027,99,2042)
cell-part: 26. xyxy=(68,1806,78,1814)
cell: 8. xyxy=(65,905,99,919)
cell: 29. xyxy=(65,2056,99,2071)
pm-portrait xyxy=(1454,425,1528,490)
custom-tender-box xyxy=(47,643,640,2348)
cell-part: Revenue Budget xyxy=(255,965,306,973)
signature-scribble-icon xyxy=(1322,2228,1410,2268)
dncc-pm-caption: শেখ হাসিনার মূলনীতি গ্রাম শহরের উন্নতি xyxy=(1412,1317,1529,1325)
cell: Internal Resources Division (IRD), Ministry of Finance (MOF). xyxy=(252,803,622,818)
dncc-line2: নগর ভবন, গুলশান-২, ঢাকা-১২১২। xyxy=(1066,1257,1240,1271)
cell xyxy=(252,934,622,948)
lged-th: Name of Work & Package No. xyxy=(1067,608,1308,647)
masthead-bottom-rule xyxy=(47,95,1538,97)
section-title: শিক্ষা xyxy=(181,24,270,75)
article4-author-role: শিক্ষক xyxy=(720,763,742,774)
lged-sign-role2: LGED, Thakurgaon xyxy=(1390,1122,1474,1133)
table-row xyxy=(1001,647,1530,745)
table-row xyxy=(65,1006,622,1021)
custom-sign-date: 30.09.21 xyxy=(526,2212,591,2229)
cell-part: 9.00 am to12.00 pm xyxy=(327,1145,389,1153)
cell: Chattogram xyxy=(252,861,622,876)
lot-table-header xyxy=(65,1789,622,1804)
table-row xyxy=(65,2042,622,2056)
cell: 10. xyxy=(65,963,99,977)
article4-title: অষ্টম শ্রেণির পড়াশোনা xyxy=(683,653,778,700)
pm-caption: শেখ হাসিনার মূলনীতি গ্রাম শহরের উন্নতি xyxy=(1444,492,1531,510)
cell: ROOM # 204, 1st Floor, Office of the Deputy Commissioner of Customs (Preventive), Custom House, Bandar Road, Nimtala, Chattogram. Date : 26/10/2021, From 9.00 am to 12.00 pm. xyxy=(252,1215,622,1240)
lged-note2: The fees for downloading the e-Tender Documents from the National e-GP System portal have to be deposited online through any registered Bank s branches up to 24.10.2021, 5.00 pm. For further information and guidelines are available in the National e-GP System Portal and from e-GP helpdesk (helodesk@eprocure.gov.bd). xyxy=(1002,997,1518,1031)
rhd-th: Tender ID/ Tender ref. No. xyxy=(892,1939,1004,1994)
cell: Contact details of official inviting tender xyxy=(99,2071,252,2085)
custom-entity-table xyxy=(64,2012,622,2100)
custom-sign-role2: Custom House, Chattogram. xyxy=(404,2279,560,2294)
article1-title: অষ্টম শ্রেণির বাংলাদেশ ও বিশ্বপরিচয় xyxy=(162,125,704,168)
cell: Date xyxy=(99,905,252,919)
custom-table-a xyxy=(64,803,622,1467)
article2-title: এইচএসসি পরীক্ষার পড়াশোনা : ভূগোল প্রথমপত্র xyxy=(914,138,1450,170)
brand-name xyxy=(1295,26,1532,74)
rhd-sign-id: ID No-602135 xyxy=(1371,2289,1434,2301)
section-key-information: KEY INFORMATION xyxy=(65,919,622,934)
table-row xyxy=(65,1804,622,2005)
table-row xyxy=(65,1021,622,1035)
